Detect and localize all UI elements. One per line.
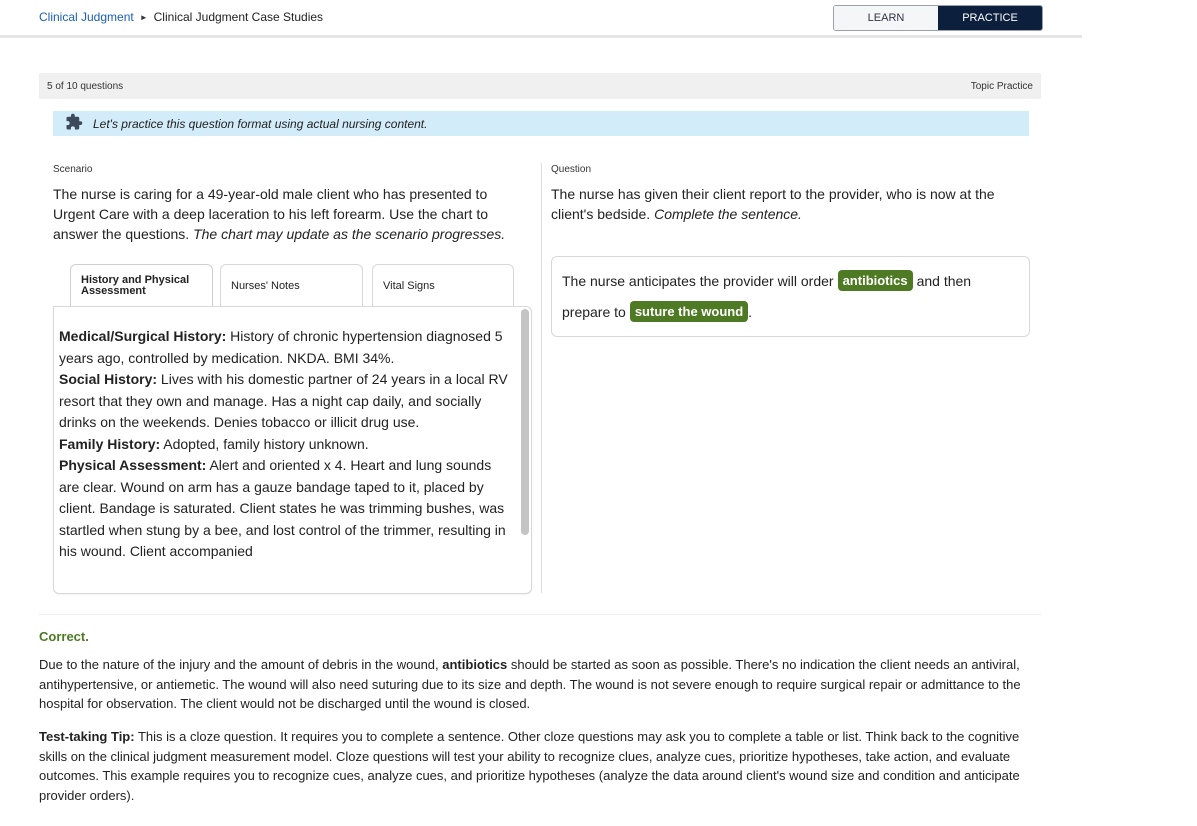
section-divider xyxy=(39,614,1041,615)
chart-section: Medical/Surgical History: History of chronic hypertension diagnosed 5 years ago, controlled by medication. NKDA. BMI 34%. xyxy=(59,328,503,366)
answer-dropdown-1[interactable]: antibiotics xyxy=(838,270,913,291)
column-divider xyxy=(541,163,542,593)
answer-line-1: The nurse anticipates the provider will order antibiotics and then xyxy=(562,270,971,291)
mode-toggle xyxy=(833,5,1043,31)
breadcrumb-current: Clinical Judgment Case Studies xyxy=(153,10,324,24)
practice-type: Topic Practice xyxy=(970,80,1033,92)
puzzle-piece-icon xyxy=(65,113,83,134)
question-progress-bar xyxy=(39,73,1041,99)
chart-panel xyxy=(53,306,532,594)
chart-content xyxy=(59,326,509,563)
answer-line-2: prepare to suture the wound . xyxy=(562,301,752,322)
info-banner xyxy=(53,111,1029,136)
scenario-label: Scenario xyxy=(53,164,93,175)
answer-dropdown-2[interactable]: suture the wound xyxy=(630,301,748,322)
practice-button[interactable]: PRACTICE xyxy=(938,6,1042,30)
chart-scrollbar[interactable] xyxy=(521,309,529,535)
tab-history-physical[interactable]: History and Physical Assessment xyxy=(70,264,213,306)
scenario-text: The nurse is caring for a 49-year-old male client who has presented to Urgent Care with a deep laceration to his left forearm. Use the chart to answer the questions. The chart may update as the scenario progresses. xyxy=(53,186,506,242)
chart-section: Physical Assessment: Alert and oriented x 4. Heart and lung sounds are clear. Wound on arm has a gauze bandage taped to it, placed by client. Bandage is saturated. Client states he was trimming bushes, was startled when stung by a bee, and lost control of the trimmer, resulting in his wound. Client accompanied xyxy=(59,457,506,559)
cloze-answer-box xyxy=(551,256,1030,337)
learn-button[interactable]: LEARN xyxy=(834,6,938,30)
tab-vital-signs[interactable]: Vital Signs xyxy=(372,264,514,306)
top-bar xyxy=(0,0,1082,38)
question-text: The nurse has given their client report to the provider, who is now at the client's bedside. Complete the sentence. xyxy=(551,186,995,222)
breadcrumb xyxy=(39,10,323,24)
test-taking-tip: Test-taking Tip: This is a cloze question. It requires you to complete a sentence. Other cloze questions may ask you to complete a table or list. Think back to the cognitive skills on the clinical judgment measurement model. Cloze questions will test your ability to recognize clues, analyze cues, prioritize hypotheses, take action, and evaluate outcomes. This example requires you to recognize cues, analyze cues, and prioritize hypotheses (analyze the data around client's wound size and condition and anticipate provider orders). xyxy=(39,729,1020,803)
feedback-status: Correct. xyxy=(39,629,89,644)
question-count: 5 of 10 questions xyxy=(47,80,124,92)
tab-nurses-notes[interactable]: Nurses' Notes xyxy=(220,264,363,306)
chart-section: Social History: Lives with his domestic partner of 24 years in a local RV resort that they own and manage. Has a night cap daily, and socially drinks on the weekends. Denies tobacco or illicit drug use. xyxy=(59,371,508,430)
breadcrumb-link-clinical-judgment[interactable]: Clinical Judgment xyxy=(39,10,134,24)
chart-section: Family History: Adopted, family history unknown. xyxy=(59,435,369,452)
feedback-explanation: Due to the nature of the injury and the amount of debris in the wound, antibiotics should be started as soon as possible. There's no indication the client needs an antiviral, antihypertensive, or antiemetic. The wound will also need suturing due to its size and depth. The wound is not severe enough to require surgical repair or admittance to the hospital for observation. The client would not be discharged until the wound is closed. xyxy=(39,657,1021,711)
question-label: Question xyxy=(551,164,592,175)
banner-text: Let's practice this question format using actual nursing content. xyxy=(93,116,428,131)
breadcrumb-separator-icon: ► xyxy=(139,12,148,22)
